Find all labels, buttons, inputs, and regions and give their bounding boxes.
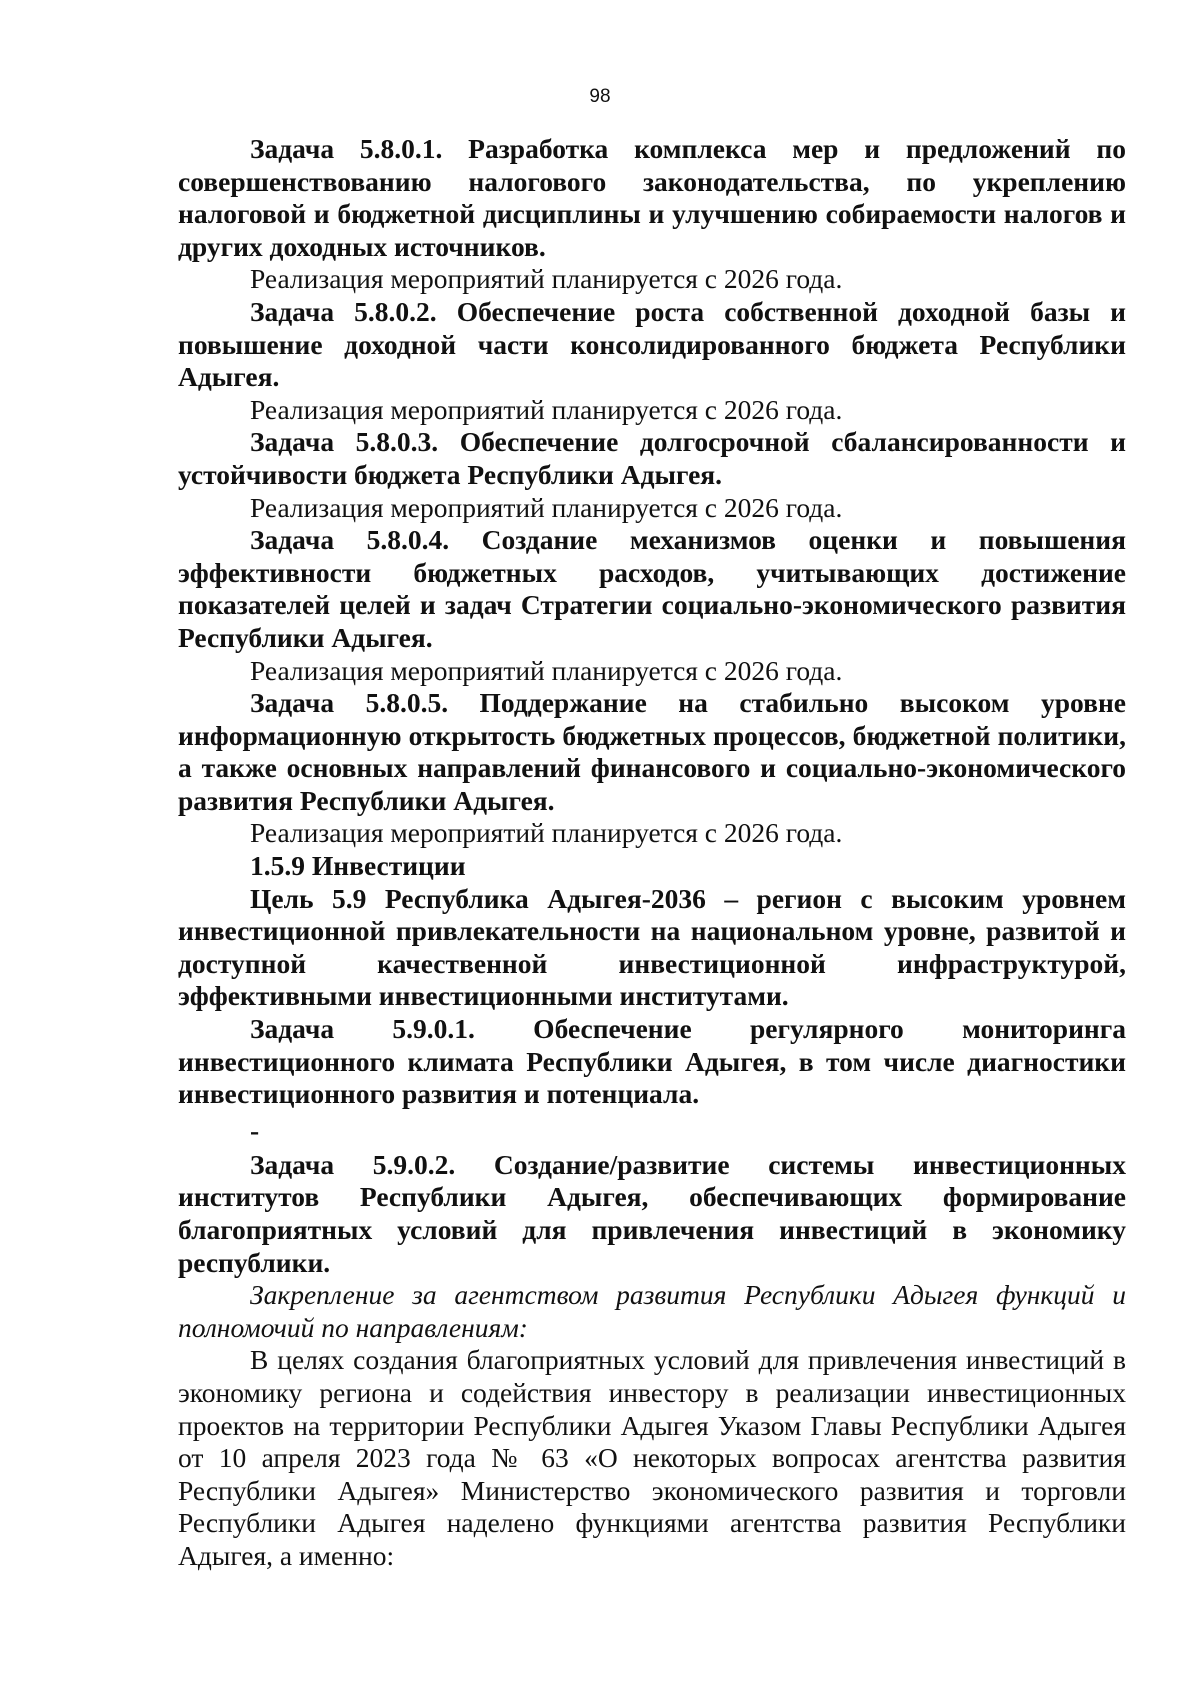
page-number: 98 [589, 86, 611, 107]
italic-subheading: Закрепление за агентством развития Республики Адыгея функций и полномочий по направлениям: [178, 1279, 1126, 1343]
body-paragraph: В целях создания благоприятных условий для привлечения инвестиций в экономику региона и содействия инвестору в реализации инвестиционных проектов на территории Республики Адыгея Указом Главы Республики Адыгея от 10 апреля 2023 года № 63 «О некоторых вопросах агентства развития Республики Адыгея» Министерство экономического развития и торговли Республики Адыгея наделено функциями агентства развития Республики Адыгея, а именно: [178, 1344, 1126, 1571]
task-5-8-0-5: Задача 5.8.0.5. Поддержание на стабильно высоком уровне информационную открытость бюджетных процессов, бюджетной политики, а также основных направлений финансового и социально-экономического развития Республики Адыгея. [178, 687, 1126, 816]
implementation-note: Реализация мероприятий планируется с 2026 года. [250, 817, 843, 849]
implementation-note: Реализация мероприятий планируется с 2026 года. [250, 393, 843, 425]
task-5-8-0-4: Задача 5.8.0.4. Создание механизмов оценки и повышения эффективности бюджетных расходов, учитывающих достижение показателей целей и задач Стратегии социально-экономического развития Республики Адыгея. [178, 524, 1126, 653]
implementation-note: Реализация мероприятий планируется с 2026 года. [250, 654, 843, 686]
task-5-8-0-1: Задача 5.8.0.1. Разработка комплекса мер и предложений по совершенствованию налогового законодательства, по укреплению налоговой и бюджетной дисциплины и улучшению собираемости налогов и других доходных источников. [178, 133, 1126, 262]
task-5-9-0-2: Задача 5.9.0.2. Создание/развитие системы инвестиционных институтов Республики Адыгея, обеспечивающих формирование благоприятных условий для привлечения инвестиций в экономику республики. [178, 1148, 1126, 1278]
document-body [178, 133, 1126, 1573]
task-5-9-0-1: Задача 5.9.0.1. Обеспечение регулярного мониторинга инвестиционного климата Республики Адыгея, в том числе диагностики инвестиционного развития и потенциала. [178, 1013, 1126, 1110]
goal-5-9: Цель 5.9 Республика Адыгея-2036 – регион с высоким уровнем инвестиционной привлекательности на национальном уровне, развитой и доступной качественной инвестиционной инфраструктурой, эффективными инвестиционными институтами. [178, 882, 1126, 1012]
implementation-note: Реализация мероприятий планируется с 2026 года. [250, 263, 843, 295]
section-heading-investments: 1.5.9 Инвестиции [250, 850, 466, 882]
task-5-8-0-2: Задача 5.8.0.2. Обеспечение роста собственной доходной базы и повышение доходной части консолидированного бюджета Республики Адыгея. [178, 295, 1126, 393]
implementation-note: Реализация мероприятий планируется с 2026 года. [250, 491, 843, 523]
task-5-8-0-3: Задача 5.8.0.3. Обеспечение долгосрочной сбалансированности и устойчивости бюджета Республики Адыгея. [178, 426, 1126, 490]
dash-marker: - [250, 1114, 260, 1146]
